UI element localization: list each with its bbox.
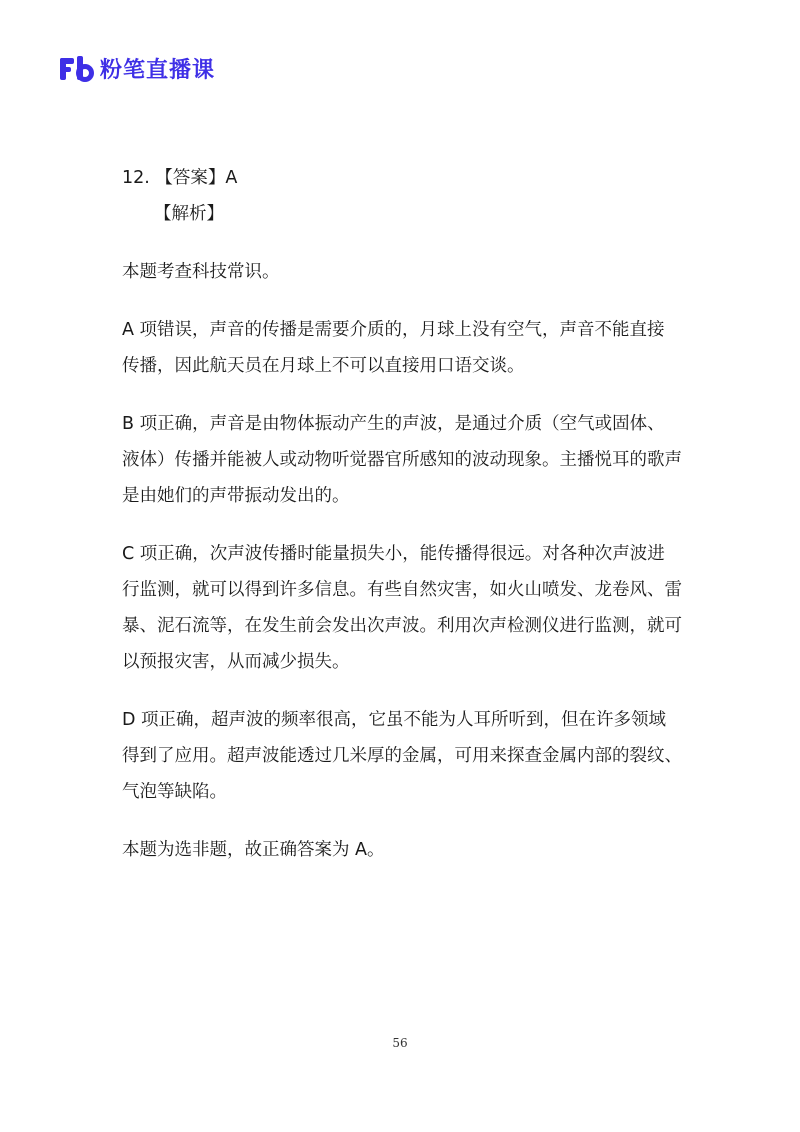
paragraph-option-a: A 项错误，声音的传播是需要介质的，月球上没有空气，声音不能直接传播，因此航天员在月球上不可以直接用口语交谈。	[122, 320, 665, 376]
paragraph-intro: 本题考查科技常识。	[122, 262, 280, 282]
answer-content	[122, 160, 682, 890]
paragraph-option-b: B 项正确，声音是由物体振动产生的声波，是通过介质（空气或固体、液体）传播并能被人或动物听觉器官所感知的波动现象。主播悦耳的歌声是由她们的声带振动发出的。	[122, 414, 682, 506]
paragraph-option-d: D 项正确，超声波的频率很高，它虽不能为人耳所听到，但在许多领域得到了应用。超声波能透过几米厚的金属，可用来探查金属内部的裂纹、气泡等缺陷。	[122, 710, 682, 802]
answer-line: 12. 【答案】A	[122, 168, 238, 188]
page-number: 56	[392, 1036, 408, 1050]
analysis-heading: 【解析】	[154, 204, 224, 224]
paragraph-conclusion: 本题为选非题，故正确答案为 A。	[122, 840, 385, 860]
paragraph-option-c: C 项正确，次声波传播时能量损失小，能传播得很远。对各种次声波进行监测，就可以得到许多信息。有些自然灾害，如火山喷发、龙卷风、雷暴、泥石流等，在发生前会发出次声波。利用次声检测仪进行监测，就可以预报灾害，从而减少损失。	[122, 544, 682, 672]
header	[58, 52, 215, 84]
fb-logo-icon	[58, 54, 94, 82]
brand-text: 粉笔直播课	[100, 57, 216, 83]
